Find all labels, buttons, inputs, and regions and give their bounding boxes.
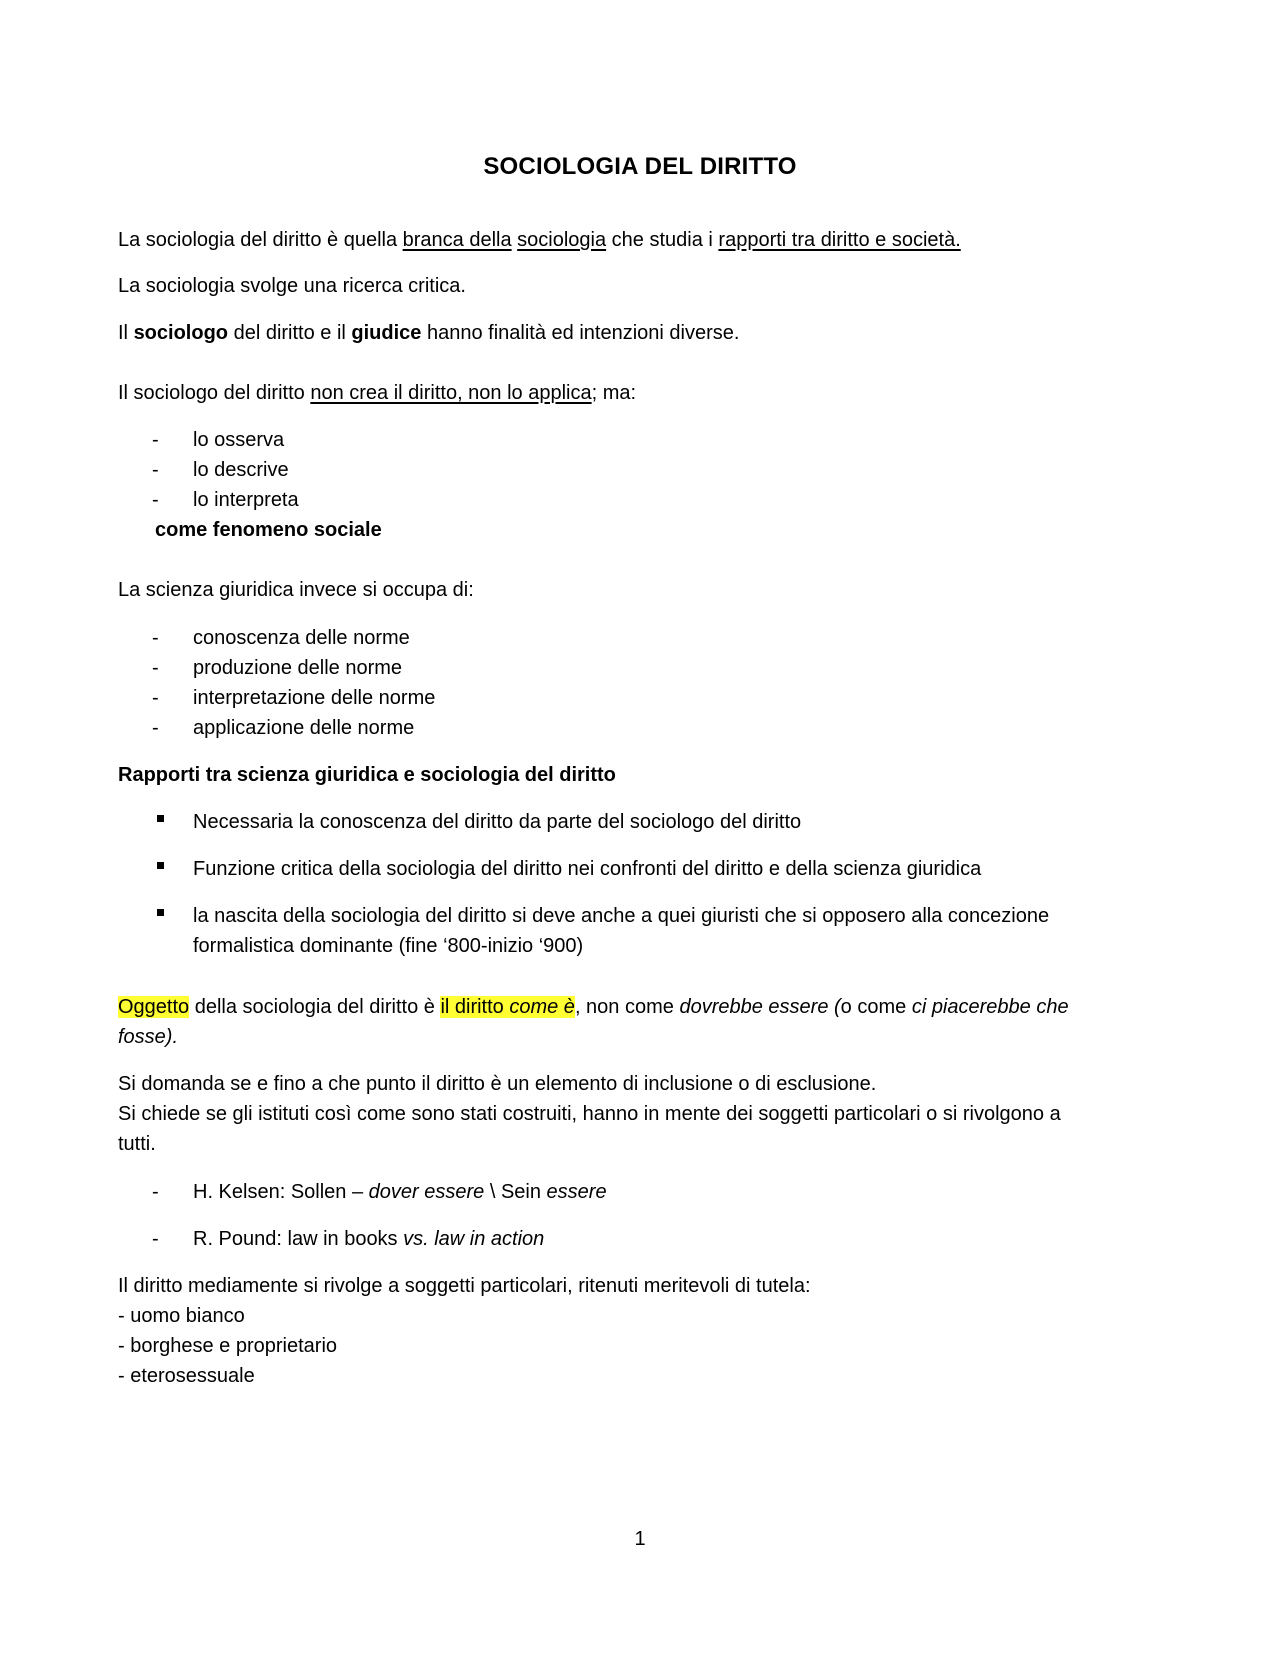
underlined-text: branca della	[402, 229, 512, 251]
list-dash: -	[152, 627, 159, 649]
text: del diritto e il	[228, 322, 352, 344]
text: hanno finalità ed intenzioni diverse.	[421, 322, 740, 344]
list-dash: -	[152, 657, 159, 679]
section-heading: Rapporti tra scienza giuridica e sociologia del diritto	[118, 764, 616, 786]
highlighted-text: Oggetto	[118, 996, 190, 1018]
italic-text: ci piacerebbe che	[911, 996, 1069, 1018]
list-item: applicazione delle norme	[193, 717, 415, 739]
list-item: produzione delle norme	[193, 657, 403, 679]
text: Il sociologo del diritto	[118, 382, 311, 404]
document-title: SOCIOLOGIA DEL DIRITTO	[483, 153, 797, 180]
paragraph-institutions-continuation: tutti.	[118, 1133, 156, 1155]
paragraph-object-continuation: fosse).	[118, 1026, 179, 1048]
bullet-item-continuation: formalistica dominante (fine ‘800-inizio ‘900)	[193, 935, 584, 957]
italic-text: dovrebbe essere (	[679, 996, 841, 1018]
list-dash: -	[152, 1228, 159, 1250]
text: della sociologia del diritto è	[189, 996, 441, 1018]
list-dash: -	[152, 1181, 159, 1203]
paragraph-sociologist-role	[118, 381, 636, 405]
text: Il	[118, 322, 134, 344]
paragraph-inclusion: Si domanda se e fino a che punto il diritto è un elemento di inclusione o di esclusione.	[118, 1073, 877, 1095]
list-item: lo osserva	[193, 429, 285, 451]
list-tail: come fenomeno sociale	[155, 519, 382, 541]
list-item: conoscenza delle norme	[193, 627, 410, 649]
underlined-text: rapporti tra diritto e società.	[718, 229, 961, 251]
square-bullet-icon	[157, 862, 164, 869]
list-item-pound	[193, 1227, 544, 1251]
text: R. Pound: law in books	[193, 1228, 404, 1250]
bold-text: sociologo	[133, 322, 229, 344]
subject-item: - eterosessuale	[118, 1365, 255, 1387]
list-item: interpretazione delle norme	[193, 687, 436, 709]
paragraph-object	[118, 995, 1069, 1019]
list-dash: -	[152, 717, 159, 739]
highlighted-text	[440, 996, 575, 1018]
bullet-item: Necessaria la conoscenza del diritto da parte del sociologo del diritto	[193, 811, 802, 833]
text: o come	[840, 996, 912, 1018]
paragraph-critical-research: La sociologia svolge una ricerca critica.	[118, 275, 466, 297]
list-dash: -	[152, 687, 159, 709]
underlined-text: sociologia	[517, 229, 607, 251]
text: il diritto	[440, 996, 510, 1018]
text: La sociologia del diritto è quella	[118, 229, 403, 251]
list-item: lo descrive	[193, 459, 289, 481]
text: H. Kelsen: Sollen –	[193, 1181, 369, 1203]
bullet-item: la nascita della sociologia del diritto si deve anche a quei giuristi che si opposero alla concezione	[193, 905, 1050, 927]
bullet-item: Funzione critica della sociologia del diritto nei confronti del diritto e della scienza giuridica	[193, 858, 982, 880]
bold-text: giudice	[351, 322, 422, 344]
list-dash: -	[152, 489, 159, 511]
italic-text: vs. law in action	[403, 1228, 545, 1250]
square-bullet-icon	[157, 815, 164, 822]
paragraph-sociologist-judge	[118, 321, 739, 345]
italic-text: come è	[509, 996, 575, 1018]
subject-item: - uomo bianco	[118, 1305, 245, 1327]
list-dash: -	[152, 459, 159, 481]
paragraph-institutions: Si chiede se gli istituti così come sono stati costruiti, hanno in mente dei soggetti particolari o si rivolgono a	[118, 1103, 1061, 1125]
list-item: lo interpreta	[193, 489, 299, 511]
page-number: 1	[634, 1528, 646, 1550]
text: \ Sein	[484, 1181, 547, 1203]
list-item-kelsen	[193, 1180, 607, 1204]
subject-item: - borghese e proprietario	[118, 1335, 338, 1357]
italic-text: essere	[546, 1181, 607, 1203]
paragraph-subjects: Il diritto mediamente si rivolge a soggetti particolari, ritenuti meritevoli di tutela:	[118, 1275, 811, 1297]
text: che studia i	[606, 229, 719, 251]
underlined-text: non crea il diritto, non lo applica	[310, 382, 592, 404]
square-bullet-icon	[157, 909, 164, 916]
paragraph-legal-science: La scienza giuridica invece si occupa di:	[118, 579, 474, 601]
paragraph-definition	[118, 228, 961, 252]
italic-text: dover essere	[368, 1181, 485, 1203]
text: ; ma:	[591, 382, 637, 404]
text: , non come	[574, 996, 680, 1018]
list-dash: -	[152, 429, 159, 451]
